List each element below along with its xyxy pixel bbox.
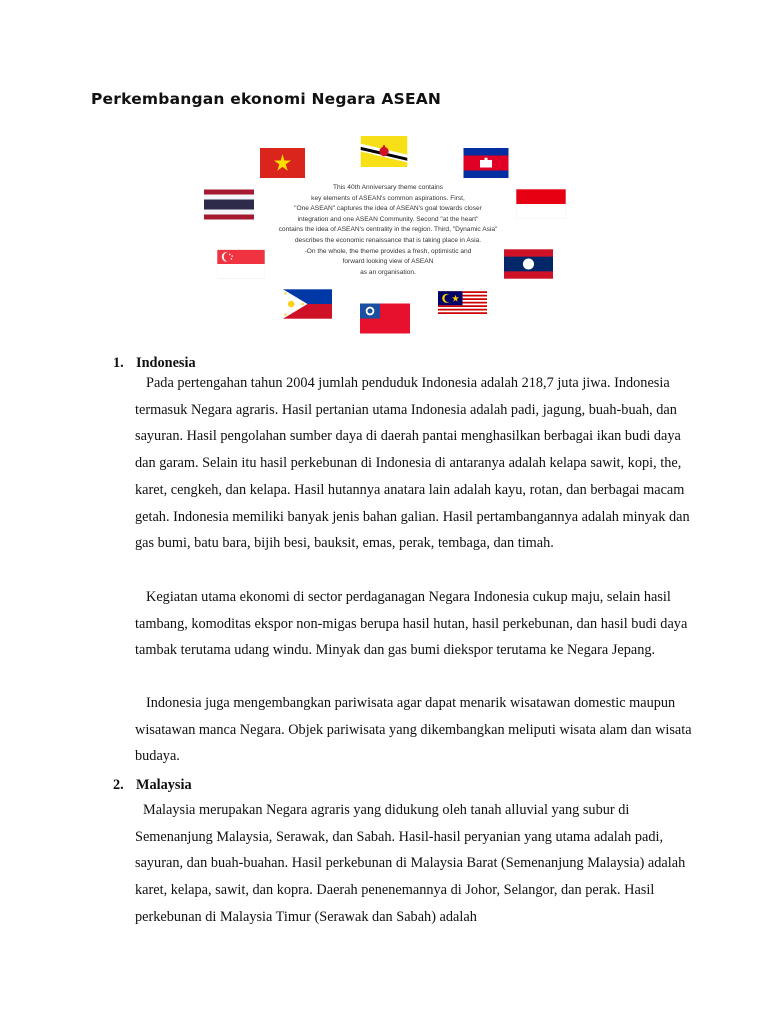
asean-theme-caption: This 40th Anniversary theme contains key elements of ASEAN's common aspirations. First, "One ASEAN" captures the idea of ASEAN's goal towards closer integration and one ASEAN Community. Second "at the heart" contains the idea of ASEAN's centrality in the region. Third, "Dynamic Asia" describes the economic renaissance that is taking place in Asia. -On the whole, the theme provides a fresh, optimistic and forward looking view of ASEAN as an organisation. xyxy=(278,184,498,276)
section-title: Malaysia xyxy=(136,777,192,793)
malaysia-flag xyxy=(438,289,487,318)
vietnam-flag xyxy=(258,148,307,178)
paragraph: Indonesia juga mengembangkan pariwisata agar dapat menarik wisatawan domestic maupun wisatawan manca Negara. Objek pariwisata yang dikembangkan meliputi wisata alam dan wisata budaya. xyxy=(135,695,692,765)
brunei-flag xyxy=(360,136,408,167)
myanmar-flag xyxy=(360,303,410,334)
indonesia-flag xyxy=(516,189,566,219)
cambodia-flag xyxy=(462,148,510,178)
singapore-flag xyxy=(217,249,265,279)
paragraph: Pada pertengahan tahun 2004 jumlah penduduk Indonesia adalah 218,7 juta jiwa. Indonesia termasuk Negara agraris. Hasil pertanian utama Indonesia adalah padi, jagung, buah-buah, dan sayuran. Hasil pengolahan sumber daya di daerah pantai menghasilkan berbagai ikan budi daya dan garam. Selain itu hasil perkebunan di Indonesia di antaranya adalah kelapa sawit, kopi, the, karet, cengkeh, dan kelapa. Hasil hutannya anatara lain adalah kayu, rotan, dan berbagai macam getah. Indonesia memiliki banyak jenis bahan galian. Hasil pertambangannya adalah minyak dan gas bumi, batu bara, bijih besi, bauksit, emas, perak, tembaga, dan timah. xyxy=(135,375,690,552)
page-title: Perkembangan ekonomi Negara ASEAN xyxy=(91,90,442,108)
section-number: 2. xyxy=(113,777,124,793)
section-title: Indonesia xyxy=(136,355,196,371)
paragraph: Kegiatan utama ekonomi di sector perdaganagan Negara Indonesia cukup maju, selain hasil tambang, komoditas ekspor non-migas berupa hasil hutan, hasil perkebunan, dan hasil budi daya tambak terutama udang windu. Minyak dan gas bumi diekspor terutama ke Negara Jepang. xyxy=(135,589,688,659)
paragraph: Malaysia merupakan Negara agraris yang didukung oleh tanah alluvial yang subur di Semenanjung Malaysia, Serawak, dan Sabah. Hasil-hasil peryanian yang utama adalah padi, sayuran, dan buah-buahan. Hasil perkebunan di Malaysia Barat (Semenanjung Malaysia) adalah karet, kelapa, sawit, dan kopra. Daerah penenemannya di Johor, Selangor, dan perak. Hasil perkebunan di Malaysia Timur (Serawak dan Sabah) adalah xyxy=(135,802,686,925)
thailand-flag xyxy=(204,189,254,220)
section-heading-malaysia xyxy=(113,777,192,794)
philippines-flag xyxy=(283,289,332,319)
section-number: 1. xyxy=(113,355,124,371)
